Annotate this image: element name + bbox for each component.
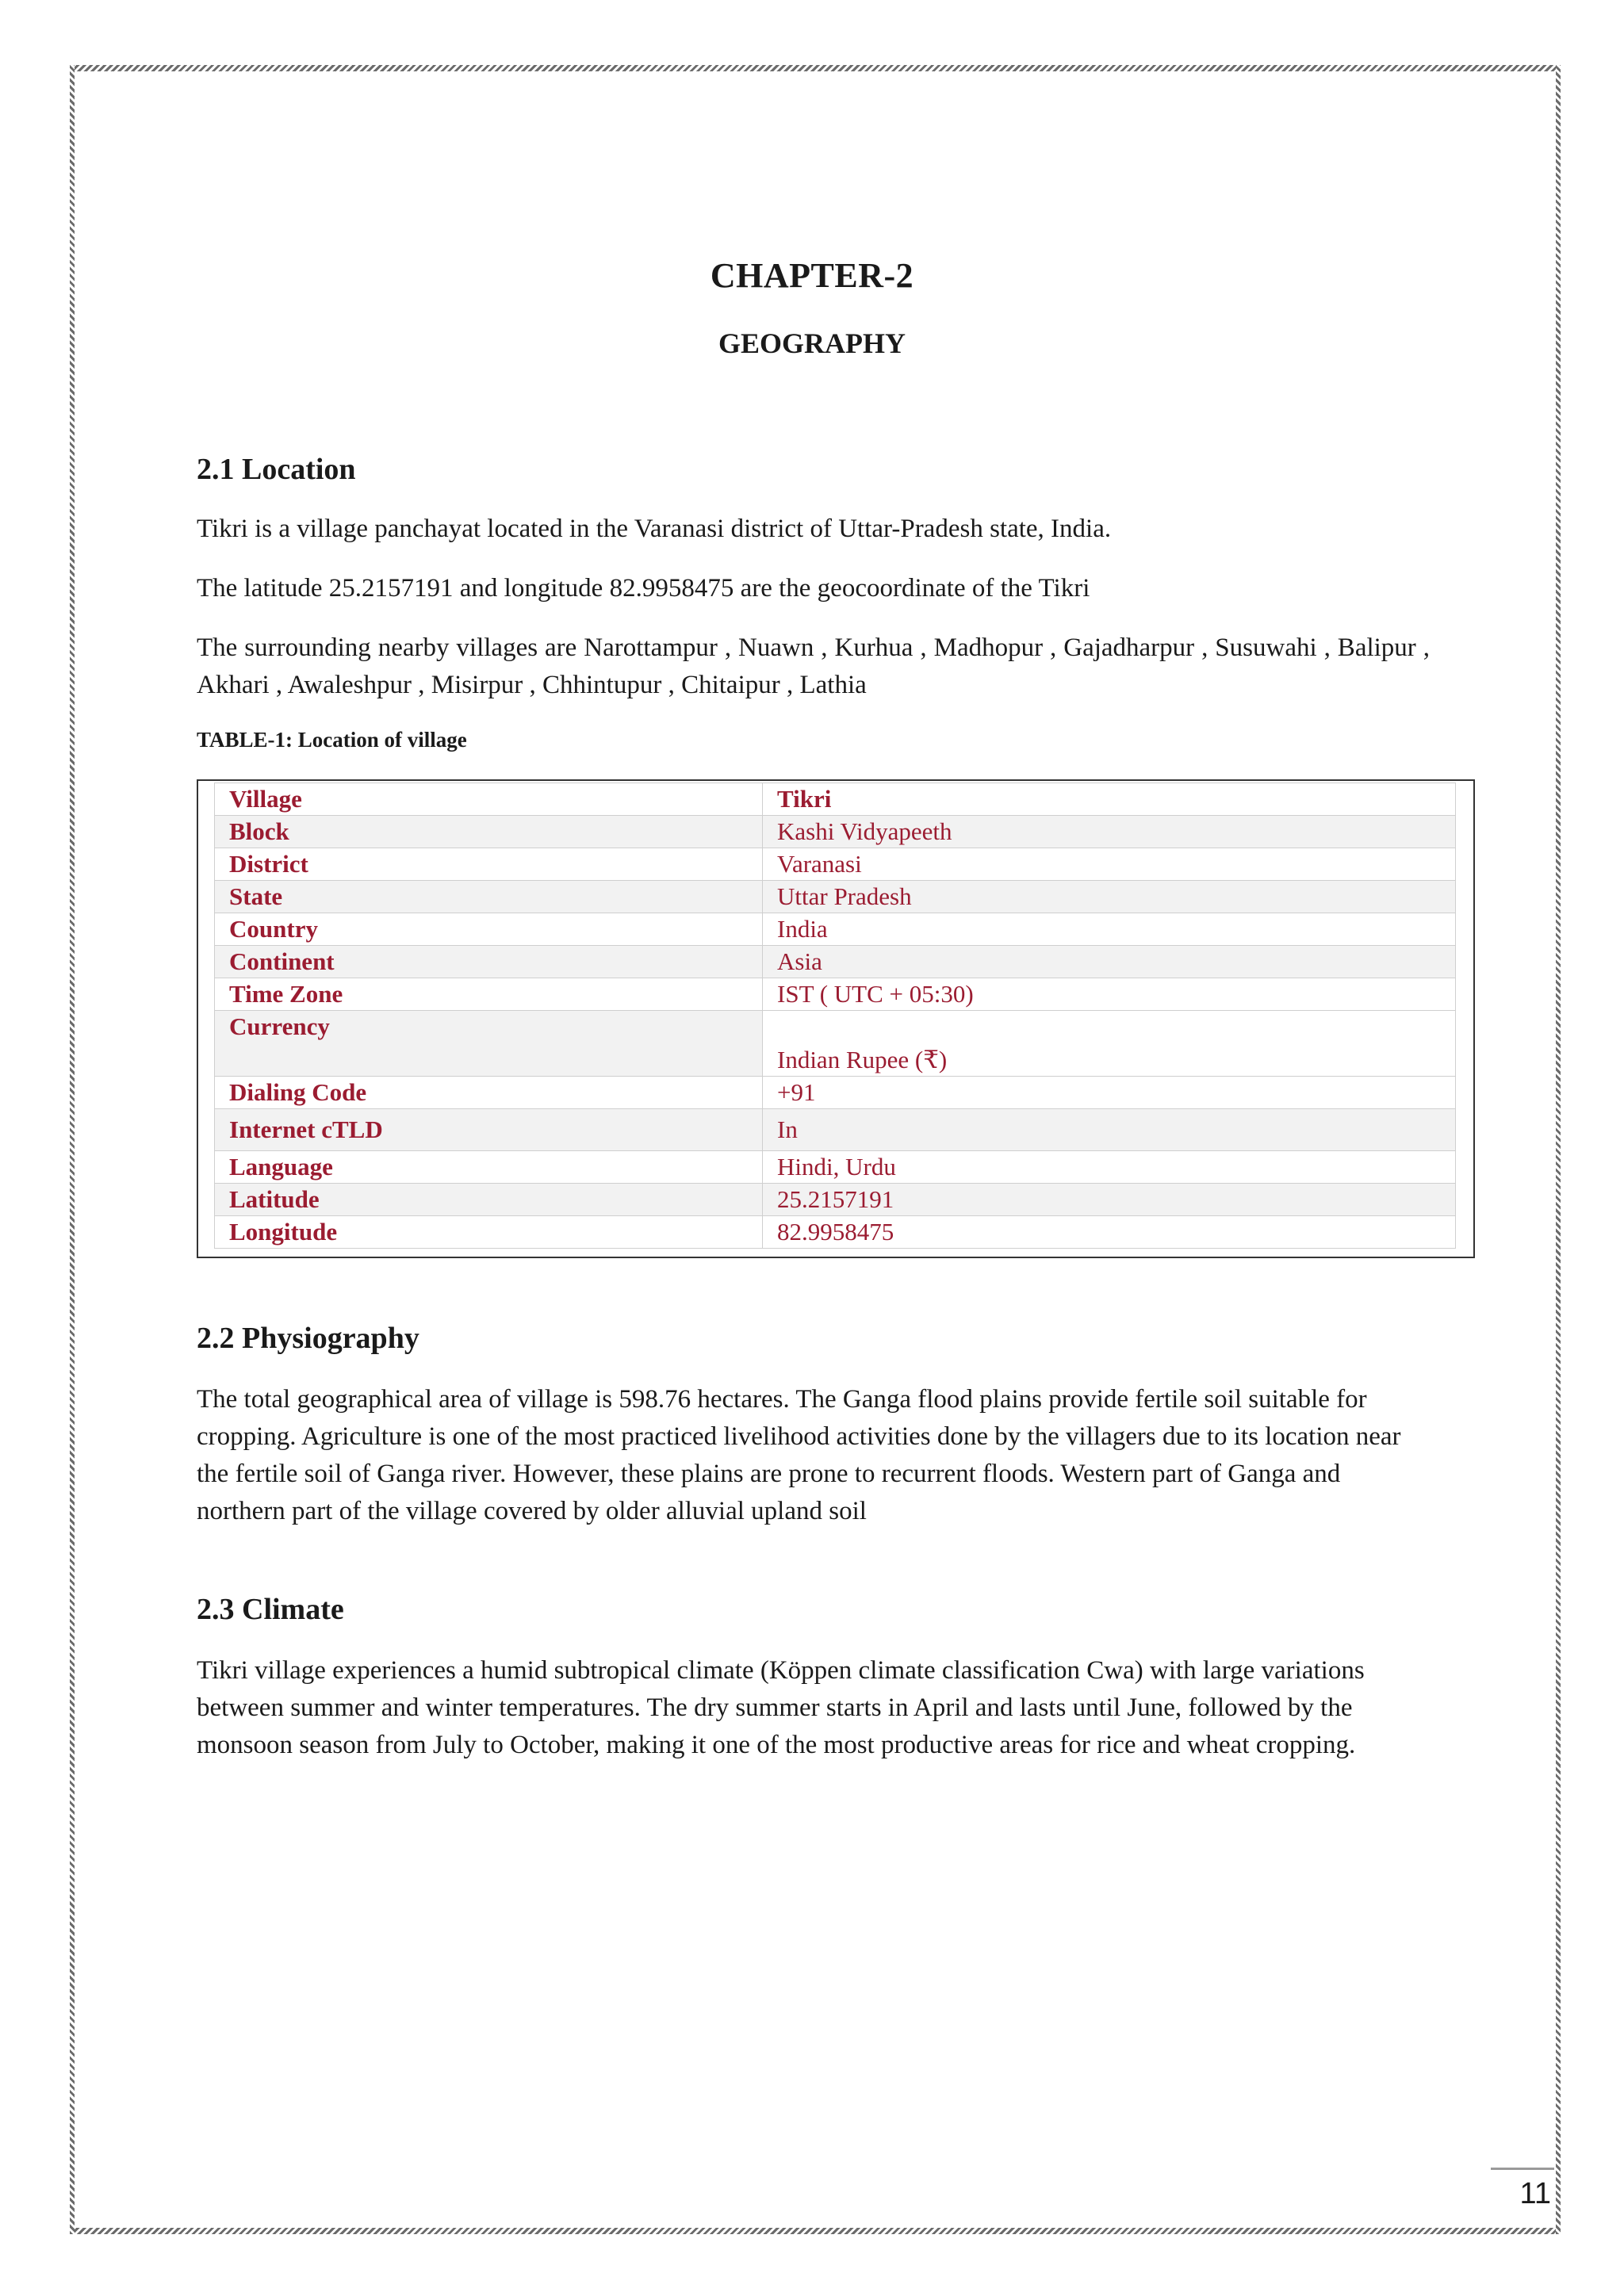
chapter-subtitle: GEOGRAPHY [718, 327, 906, 359]
table-row [215, 913, 1456, 946]
table-key-cell: Language [215, 1151, 763, 1184]
table-key-cell: Block [215, 816, 763, 848]
table-key-cell: Village [215, 783, 763, 816]
table-key-cell: Continent [215, 946, 763, 978]
table-row [215, 1109, 1456, 1151]
table-row [215, 978, 1456, 1011]
table-row [215, 946, 1456, 978]
chapter-title: CHAPTER-2 [710, 256, 914, 295]
table-row [215, 1216, 1456, 1249]
table-value-cell: Indian Rupee (₹) [763, 1011, 1456, 1077]
page-border-left [70, 65, 75, 2234]
table-value-cell: 82.9958475 [763, 1216, 1456, 1249]
table-caption: TABLE-1: Location of village [197, 728, 467, 752]
section-heading-climate: 2.3 Climate [197, 1593, 344, 1626]
table-value-cell: +91 [763, 1077, 1456, 1109]
table-row [215, 1077, 1456, 1109]
table-row [215, 881, 1456, 913]
section-heading-location: 2.1 Location [197, 453, 356, 486]
table-value-cell: Uttar Pradesh [763, 881, 1456, 913]
table-value-cell: IST ( UTC + 05:30) [763, 978, 1456, 1011]
table-row [215, 783, 1456, 816]
location-paragraph-2: The latitude 25.2157191 and longitude 82.9958475 are the geocoordinate of the Tikri [197, 574, 1090, 603]
table-key-cell: Country [215, 913, 763, 946]
table-value-cell: Varanasi [763, 848, 1456, 881]
table-key-cell: Dialing Code [215, 1077, 763, 1109]
page-border-top [70, 65, 1561, 71]
climate-paragraph: Tikri village experiences a humid subtropical climate (Köppen climate classification Cwa) with large variations between summer and winter temperatures. The dry summer starts in April and lasts until June, followed by the monsoon season from July to October, making it one of the most productive areas for rice and wheat cropping. [197, 1656, 1365, 1759]
table-key-cell: Longitude [215, 1216, 763, 1249]
table-row [215, 1011, 1456, 1077]
page-border-right [1556, 65, 1561, 2234]
table-row [215, 1151, 1456, 1184]
table-row [215, 816, 1456, 848]
page-border-bottom [70, 2228, 1561, 2234]
location-table [197, 779, 1475, 1258]
table-key-cell: Latitude [215, 1184, 763, 1216]
table-value-cell: In [763, 1109, 1456, 1151]
location-paragraph-3: The surrounding nearby villages are Narottampur , Nuawn , Kurhua , Madhopur , Gajadharpur , Susuwahi , Balipur , Akhari , Awaleshpur , Misirpur , Chhintupur , Chitaipur , Lathia [197, 633, 1430, 699]
table-value-cell: 25.2157191 [763, 1184, 1456, 1216]
section-heading-physiography: 2.2 Physiography [197, 1322, 419, 1355]
table-value-cell: Asia [763, 946, 1456, 978]
table-key-cell: District [215, 848, 763, 881]
physiography-paragraph: The total geographical area of village is 598.76 hectares. The Ganga flood plains provide fertile soil suitable for cropping. Agriculture is one of the most practiced livelihood activities done by the villagers due to its location near the fertile soil of Ganga river. However, these plains are prone to recurrent floods. Western part of Ganga and northern part of the village covered by older alluvial upland soil [197, 1385, 1401, 1525]
location-paragraph-1: Tikri is a village panchayat located in the Varanasi district of Uttar-Pradesh state, India. [197, 515, 1112, 543]
table-key-cell: Internet cTLD [215, 1109, 763, 1151]
table-key-cell: Time Zone [215, 978, 763, 1011]
location-table-grid [214, 783, 1456, 1249]
table-value-cell: Tikri [763, 783, 1456, 816]
table-value-cell: India [763, 913, 1456, 946]
table-key-cell: Currency [215, 1011, 763, 1077]
table-row [215, 848, 1456, 881]
page-number: 11 [1491, 2168, 1554, 2215]
table-row [215, 1184, 1456, 1216]
table-value-cell: Hindi, Urdu [763, 1151, 1456, 1184]
table-value-cell: Kashi Vidyapeeth [763, 816, 1456, 848]
table-key-cell: State [215, 881, 763, 913]
